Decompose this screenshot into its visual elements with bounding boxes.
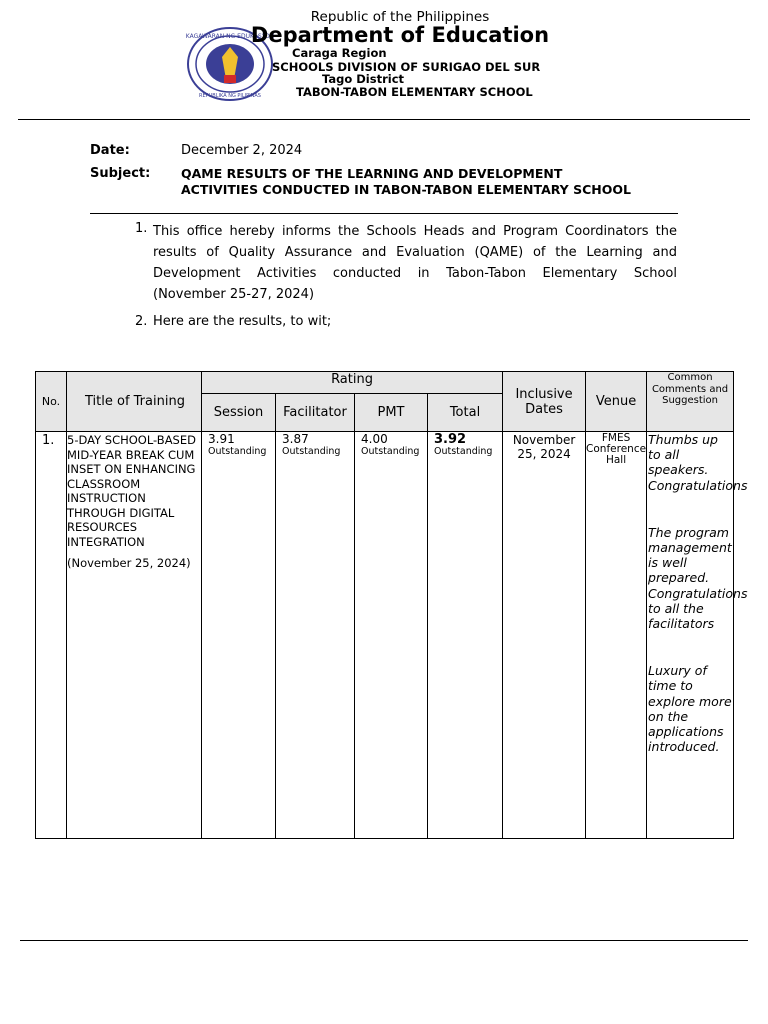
comments-cell [647, 432, 748, 839]
svg-text:REPUBLIKA NG PILIPINAS: REPUBLIKA NG PILIPINAS [199, 93, 261, 99]
comment-3: Luxury of time to explore more on the applications introduced. [648, 663, 732, 755]
header-district: Tago District [322, 72, 405, 86]
header-rating: Rating [202, 372, 503, 394]
pmt-descriptor: Outstanding [361, 446, 420, 457]
session-descriptor: Outstanding [208, 446, 267, 457]
training-date: (November 25, 2024) [67, 556, 191, 570]
table-row [36, 432, 734, 839]
session-cell [202, 432, 276, 839]
subject-label: Subject: [90, 166, 151, 181]
paragraph-1: This office hereby informs the Schools Heads and Program Coordinators the results of Quality Assurance and Evaluation (QAME) of the Learning and Development Activities conducted in Tabon-Tabon Elementary School (November 25-27, 2024) [153, 224, 677, 302]
subject-divider [90, 213, 678, 214]
row-number: 1. [36, 432, 67, 839]
subject-value: QAME RESULTS OF THE LEARNING AND DEVELOPMENT ACTIVITIES CONDUCTED IN TABON-TABON ELEMENTARY SCHOOL [181, 166, 631, 197]
table-header-row [36, 372, 734, 394]
session-score: 3.91 [208, 432, 235, 446]
header-dates: Inclusive Dates [503, 372, 586, 432]
total-cell [428, 432, 503, 839]
venue: FMES Conference Hall [586, 432, 647, 839]
training-title-cell [67, 432, 202, 839]
comment-2: The program management is well prepared. Congratulations to all the facilitators [648, 524, 748, 632]
training-title: 5-DAY SCHOOL-BASED MID-YEAR BREAK CUM INSET ON ENHANCING CLASSROOM INSTRUCTION THROUGH DIGITAL RESOURCES INTEGRATION [67, 433, 196, 549]
header-region: Caraga Region [292, 46, 387, 60]
header-division: SCHOOLS DIVISION OF SURIGAO DEL SUR [272, 60, 541, 74]
header-pmt: PMT [355, 394, 428, 432]
footer-divider [20, 940, 748, 941]
results-table [35, 371, 748, 839]
header-facilitator: Facilitator [276, 394, 355, 432]
date-label: Date: [90, 143, 130, 158]
facilitator-score: 3.87 [282, 432, 309, 446]
total-descriptor: Outstanding [434, 446, 493, 457]
header-school: TABON-TABON ELEMENTARY SCHOOL [296, 85, 533, 99]
header-title: Title of Training [67, 372, 202, 432]
header-session: Session [202, 394, 276, 432]
facilitator-descriptor: Outstanding [282, 446, 341, 457]
paragraph-2: Here are the results, to wit; [153, 314, 332, 329]
header-venue: Venue [586, 372, 647, 432]
inclusive-dates: November 25, 2024 [503, 432, 586, 839]
header-department: Department of Education [250, 23, 550, 47]
header-total: Total [428, 394, 503, 432]
pmt-score: 4.00 [361, 432, 388, 446]
paragraph-2-number: 2. [135, 314, 148, 329]
header-republic: Republic of the Philippines [310, 9, 490, 25]
header-no: No. [36, 372, 67, 432]
comment-1: Thumbs up to all speakers. Congratulations [648, 432, 748, 493]
pmt-cell [355, 432, 428, 839]
svg-text:KAGAWARAN NG EDUKASYON: KAGAWARAN NG EDUKASYON [186, 33, 274, 40]
date-value: December 2, 2024 [181, 143, 303, 158]
total-score: 3.92 [434, 432, 467, 447]
header-comments: Common Comments and Suggestion [647, 372, 734, 432]
header-divider [18, 119, 750, 120]
facilitator-cell [276, 432, 355, 839]
paragraph-1-number: 1. [135, 221, 148, 236]
